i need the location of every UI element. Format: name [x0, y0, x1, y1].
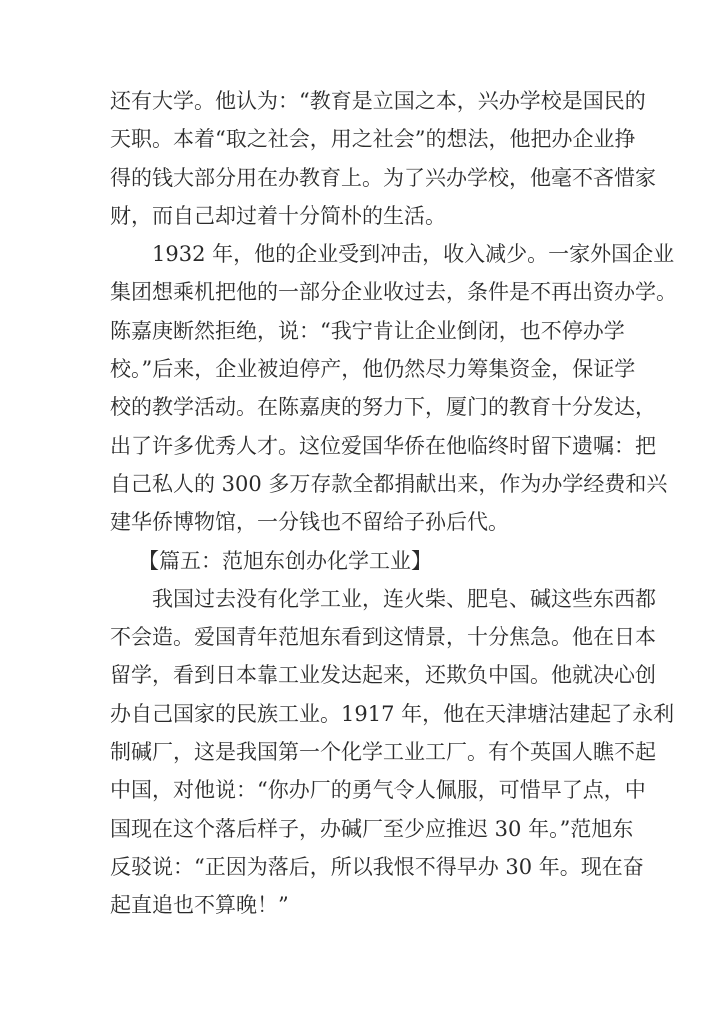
text-line: 财，而自己却过着十分简朴的生活。	[110, 203, 446, 228]
document-body	[110, 82, 677, 925]
text-line: 国现在这个落后样子，办碱厂至少应推迟 30 年。”范旭东	[110, 816, 634, 841]
text-line: 出了许多优秀人才。这位爱国华侨在他临终时留下遗嘱：把	[110, 433, 656, 458]
text-line: 集团想乘机把他的一部分企业收过去，条件是不再出资办学。	[110, 280, 677, 305]
text-line: 起直追也不算晚！”	[110, 893, 289, 918]
text-line: 还有大学。他认为：“教育是立国之本，兴办学校是国民的	[110, 89, 646, 113]
text-line: 得的钱大部分用在办教育上。为了兴办学校，他毫不吝惜家	[110, 165, 656, 190]
text-line: 校。”后来，企业被迫停产，他仍然尽力筹集资金，保证学	[110, 357, 636, 382]
paragraph-start-line: 1932 年，他的企业受到冲击，收入减少。一家外国企业	[152, 242, 675, 267]
section-heading: 【篇五：范旭东创办化学工业】	[138, 548, 432, 573]
text-line: 办自己国家的民族工业。1917 年，他在天津塘沽建起了永利	[110, 701, 675, 726]
text-line: 自己私人的 300 多万存款全都捐献出来，作为办学经费和兴	[110, 471, 668, 496]
text-line: 不会造。爱国青年范旭东看到这情景，十分焦急。他在日本	[110, 625, 656, 650]
text-line: 天职。本着“取之社会，用之社会”的想法，他把办企业挣	[110, 127, 636, 152]
paragraph-start-line: 我国过去没有化学工业，连火柴、肥皂、碱这些东西都	[152, 586, 656, 611]
text-line: 中国，对他说：“你办厂的勇气令人佩服，可惜早了点，中	[110, 778, 646, 803]
text-line: 留学，看到日本靠工业发达起来，还欺负中国。他就决心创	[110, 663, 656, 688]
text-line: 建华侨博物馆，一分钱也不留给子孙后代。	[110, 510, 509, 535]
text-line: 陈嘉庚断然拒绝，说：“我宁肯让企业倒闭，也不停办学	[110, 318, 625, 343]
text-line: 反驳说：“正因为落后，所以我恨不得早办 30 年。现在奋	[110, 854, 644, 879]
text-line: 制碱厂，这是我国第一个化学工业工厂。有个英国人瞧不起	[110, 740, 656, 765]
text-line: 校的教学活动。在陈嘉庚的努力下，厦门的教育十分发达，	[110, 395, 656, 420]
